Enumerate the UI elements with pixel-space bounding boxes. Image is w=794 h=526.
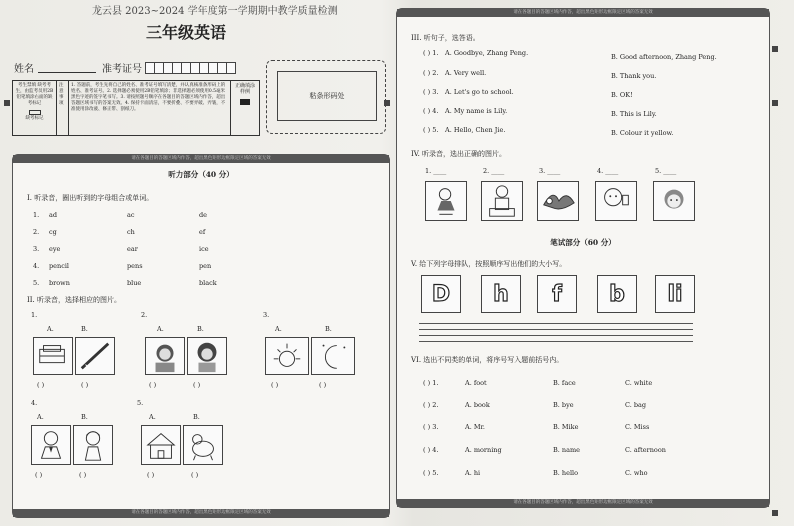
q1-option[interactable]: brown	[49, 279, 70, 287]
alignment-mark	[772, 510, 778, 516]
letter-card: D	[421, 275, 461, 313]
exam-title: 龙云县 2023~2024 学年度第一学期期中教学质量检测	[92, 6, 338, 17]
warn-strip: 请在各题目的答题区域内作答，超出黑色矩形边框限定区域的答案无效	[13, 155, 389, 163]
q1-option[interactable]: pens	[127, 262, 143, 270]
pencil-box-picture[interactable]	[33, 337, 73, 375]
name-row	[14, 60, 236, 75]
q1-option[interactable]: de	[199, 211, 208, 219]
fill-sample-mark	[240, 99, 250, 105]
answer-paren[interactable]: ( )	[271, 381, 279, 389]
q1-option[interactable]: pencil	[49, 262, 69, 270]
notice-heading: 注意事项	[57, 81, 69, 135]
girl-face-picture[interactable]	[187, 337, 227, 375]
writing-line[interactable]	[419, 323, 693, 324]
q4-blank[interactable]: 5. ____	[655, 167, 677, 175]
school-picture[interactable]	[141, 425, 181, 465]
exam-subject: 三年级英语	[146, 23, 227, 42]
q4-blank[interactable]: 1. ____	[425, 167, 447, 175]
ticket-label: 准考证号	[102, 64, 142, 75]
barcode-label: 粘条形码处	[277, 71, 377, 121]
q1-option[interactable]: black	[199, 279, 217, 287]
alignment-mark	[772, 46, 778, 52]
alignment-mark	[4, 100, 10, 106]
writing-line[interactable]	[419, 341, 693, 342]
notice-text: 1. 答题前，考生先将自己的姓名、准考证号填写清楚，并认真核准条形码上的姓名、准考证号。2. 选择题必须使用2B铅笔填涂；非选择题必须使用0.5毫米黑色字迹的签字笔书写。3. 请按照题号顺序在各题目的答题区域内作答，超出答题区域书写的答案无效。4. 保持卡面清洁，不要折叠、不要弄破、弄皱，不准使用涂改液、修正带、刮纸刀。	[69, 81, 231, 135]
moon-picture[interactable]	[311, 337, 355, 375]
q3-title: III. 听句子，选答语。	[411, 34, 480, 42]
answer-paren[interactable]: ( )	[37, 381, 45, 389]
answer-paren[interactable]: ( )	[149, 381, 157, 389]
letter-card: b	[597, 275, 637, 313]
boy-waving-picture[interactable]	[595, 181, 637, 221]
answer-paren[interactable]: ( )	[191, 471, 199, 479]
fill-sample: 正确填涂 样例	[231, 81, 259, 135]
listening-panel: 请在各题目的答题区域内作答，超出黑色矩形边框限定区域的答案无效 听力部分（40 分） I. 听录音，圈出听到的字母组合或单词。 1. ad ac de 2. cg ch ef 3. eye ear ice 4. pencil pens pen 5. brown blue black II. 听录音，选择相应的图片。 1. A. B. ( ) ( ) 2. A. B. ( ) ( ) 3. A. B. ( ) ( ) 4. A. B. ( ) ( ) 5. A. B. ( ) ( ) 请在各题目的答题区域内作答，超出黑色矩形边框限定区域的答案无效	[12, 154, 390, 518]
boy-face-picture[interactable]	[145, 337, 185, 375]
answer-paren[interactable]: ( )	[81, 381, 89, 389]
answer-paren[interactable]: ( )	[193, 381, 201, 389]
q4-blank[interactable]: 4. ____	[597, 167, 619, 175]
answer-paren[interactable]: ( )	[147, 471, 155, 479]
letter-card: li	[655, 275, 695, 313]
q1-option[interactable]: ad	[49, 211, 58, 219]
q1-title: I. 听录音，圈出听到的字母组合或单词。	[27, 194, 154, 202]
teacher-picture[interactable]	[481, 181, 523, 221]
warn-strip-bottom: 请在各题目的答题区域内作答，超出黑色矩形边框限定区域的答案无效	[397, 499, 769, 507]
barcode-area	[266, 60, 386, 134]
writing-line[interactable]	[419, 335, 693, 336]
absent-box[interactable]	[29, 110, 41, 115]
q1-option[interactable]: cg	[49, 228, 57, 236]
q1-option[interactable]: ac	[127, 211, 135, 219]
q4-blank[interactable]: 2. ____	[483, 167, 505, 175]
absent-cell: 考生禁填 缺考考生，由监考员用2B铅笔填涂右面的缺考标记 缺考标记	[13, 81, 57, 135]
q1-option[interactable]: pen	[199, 262, 212, 270]
written-title: 笔试部分（60 分）	[550, 238, 616, 247]
sun-picture[interactable]	[265, 337, 309, 375]
writing-line[interactable]	[419, 329, 693, 330]
q1-option[interactable]: ef	[199, 228, 206, 236]
name-line[interactable]	[38, 63, 96, 73]
letter-card: f	[537, 275, 577, 313]
q1-option[interactable]: ch	[127, 228, 135, 236]
man-picture[interactable]	[31, 425, 71, 465]
warn-strip: 请在各题目的答题区域内作答，超出黑色矩形边框限定区域的答案无效	[397, 9, 769, 17]
answer-paren[interactable]: ( )	[79, 471, 87, 479]
right-panel: 请在各题目的答题区域内作答，超出黑色矩形边框限定区域的答案无效 III. 听句子，选答语。 ( ) 1. A. Goodbye, Zhang Peng. B. Good afternoon, Zhang Peng. ( ) 2. A. Very well. B. Thank you. ( ) 3. A. Let's go to school. B. OK! ( ) 4. A. My name is Lily. B. This is Lily. ( ) 5. A. Hello, Chen Jie. B. Colour it yellow. IV. 听录音，选出正确的图片。 1. ____ 2. ____ 3. ____ 4. ____ 5. ____ 笔试部分（60 分） V. 给下列字母排队，按照顺序写出他们的大小写。 D h f b li VI. 选出不同类的单词，将序号写入题前括号内。 ( ) 1. A. foot B. face C. white ( ) 2. A. book B. bye C. bag ( ) 3. A. Mr. B. Mike C. Miss ( ) 4. A. morning B. name C. afternoon ( ) 5. A. hi B. hello C. who 请在各题目的答题区域内作答，超出黑色矩形边框限定区域的答案无效	[396, 8, 770, 508]
answer-paren[interactable]: ( )	[319, 381, 327, 389]
answer-paren[interactable]: ( )	[35, 471, 43, 479]
animal-picture[interactable]	[183, 425, 223, 465]
q2-title: II. 听录音，选择相应的图片。	[27, 296, 121, 304]
ticket-number-boxes[interactable]	[146, 62, 236, 74]
q4-blank[interactable]: 3. ____	[539, 167, 561, 175]
q1-option[interactable]: eye	[49, 245, 61, 253]
name-label: 姓名	[14, 64, 34, 75]
listening-title: 听力部分（40 分）	[168, 170, 234, 179]
q1-option[interactable]: ear	[127, 245, 138, 253]
q4-title: IV. 听录音，选出正确的图片。	[411, 150, 507, 158]
q1-option[interactable]: blue	[127, 279, 142, 287]
letter-card: h	[481, 275, 521, 313]
q5-title: V. 给下列字母排队，按照顺序写出他们的大小写。	[411, 260, 567, 268]
ruler-picture[interactable]	[75, 337, 115, 375]
q6-title: VI. 选出不同类的单词，将序号写入题前括号内。	[411, 356, 564, 364]
q1-option[interactable]: ice	[199, 245, 209, 253]
alignment-mark	[384, 100, 390, 106]
child-picture[interactable]	[425, 181, 467, 221]
bird-picture[interactable]	[537, 181, 579, 221]
girl-picture[interactable]	[653, 181, 695, 221]
warn-strip-bottom: 请在各题目的答题区域内作答，超出黑色矩形边框限定区域的答案无效	[13, 509, 389, 517]
alignment-mark	[772, 100, 778, 106]
notice-table	[12, 80, 260, 136]
woman-picture[interactable]	[73, 425, 113, 465]
